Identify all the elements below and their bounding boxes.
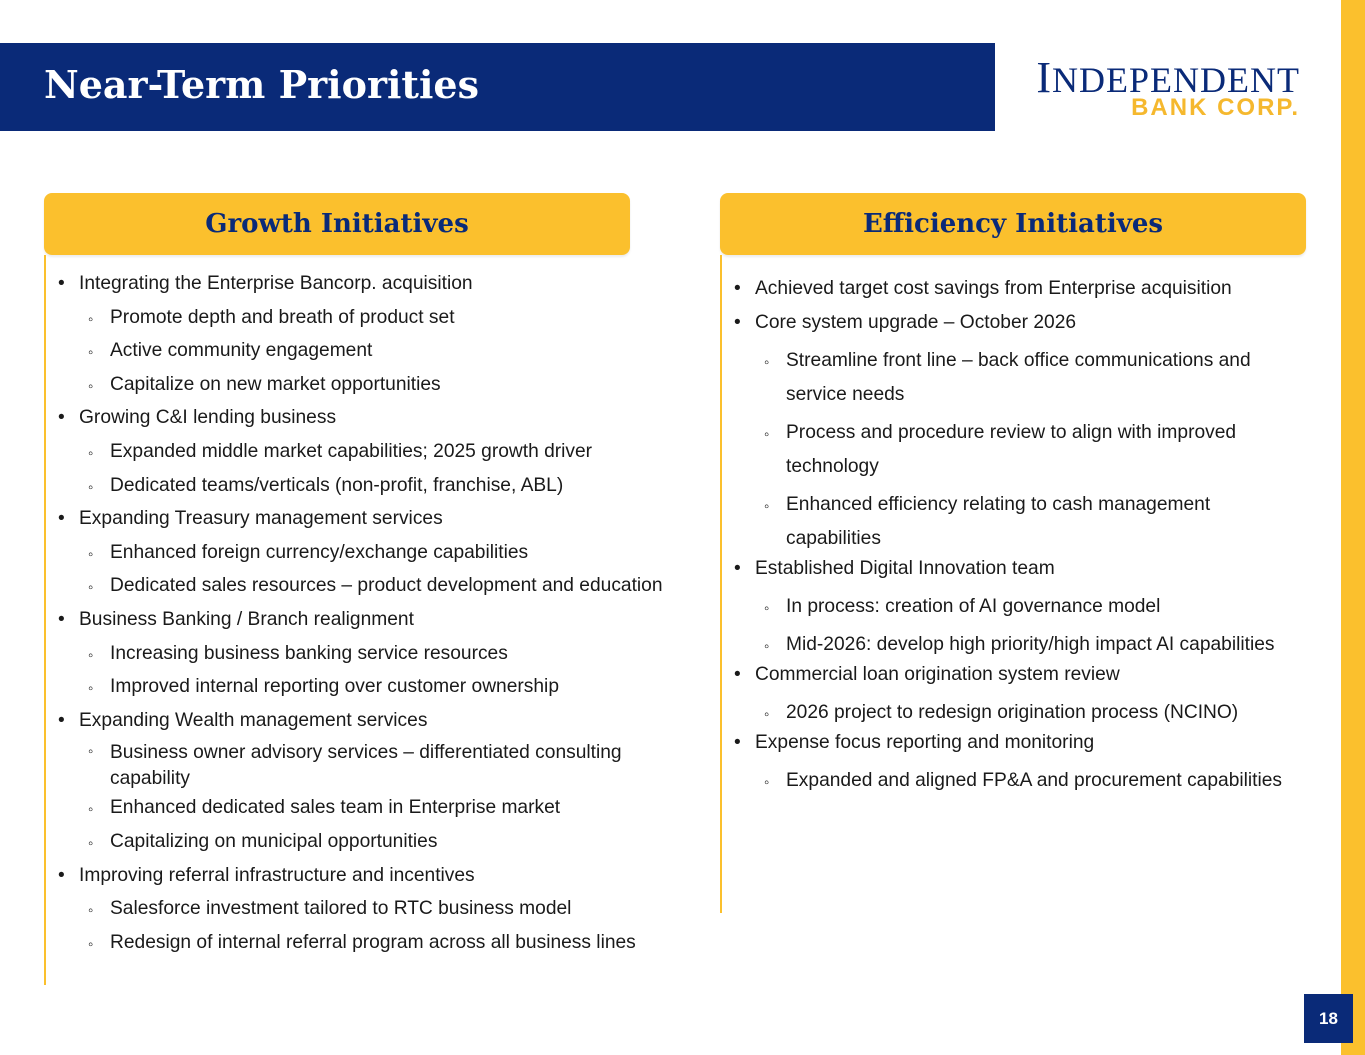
sub-bullet-icon: ◦	[764, 354, 770, 371]
sub-bullet-icon: ◦	[764, 426, 770, 443]
list-item-text: Integrating the Enterprise Bancorp. acquisition	[79, 273, 473, 294]
sub-bullet-icon: ◦	[88, 902, 94, 920]
sub-bullet-icon: ◦	[88, 310, 94, 328]
efficiency-header	[720, 193, 1306, 255]
list-item	[44, 704, 724, 738]
list-item	[44, 334, 724, 368]
list-item-text: Achieved target cost savings from Enterprise acquisition	[755, 278, 1232, 299]
list-item-text: Expense focus reporting and monitoring	[755, 732, 1095, 753]
sub-bullet-icon: ◦	[88, 646, 94, 664]
list-item	[44, 536, 724, 570]
list-item-text: Redesign of internal referral program across all business lines	[110, 931, 636, 953]
growth-list	[44, 267, 724, 959]
list-item	[720, 416, 1305, 484]
efficiency-list	[720, 272, 1305, 798]
sub-bullet-icon: ◦	[88, 935, 94, 953]
sub-bullet-icon: ◦	[88, 801, 94, 819]
sub-bullet-icon: ◦	[764, 600, 770, 617]
list-item-text: Enhanced dedicated sales team in Enterprise market	[110, 797, 561, 819]
sub-bullet-icon: ◦	[764, 498, 770, 515]
list-item	[720, 590, 1305, 624]
list-item-text: Salesforce investment tailored to RTC business model	[110, 898, 572, 920]
list-item-text: Increasing business banking service resources	[110, 642, 508, 664]
list-item	[720, 726, 1305, 760]
bullet-icon: •	[58, 508, 65, 530]
list-item-text: Active community engagement	[110, 340, 373, 362]
bullet-icon: •	[58, 864, 65, 886]
list-item	[720, 552, 1305, 586]
bullet-icon: •	[734, 664, 741, 685]
bullet-icon: •	[734, 558, 741, 579]
list-item	[720, 628, 1305, 662]
list-item	[44, 926, 724, 960]
bullet-icon: •	[58, 407, 65, 429]
sub-bullet-icon: ◦	[88, 680, 94, 698]
list-item	[44, 301, 724, 335]
bullet-icon: •	[58, 608, 65, 630]
sub-bullet-icon: ◦	[764, 774, 770, 791]
sub-bullet-icon: ◦	[764, 706, 770, 723]
right-accent-stripe	[1341, 0, 1365, 1055]
list-item-text: Business Banking / Branch realignment	[79, 608, 414, 630]
list-item-text: Core system upgrade – October 2026	[755, 312, 1077, 333]
list-item-text: Expanded middle market capabilities; 2025 growth driver	[110, 440, 593, 462]
sub-bullet-icon: ◦	[88, 344, 94, 362]
page-title: Near-Term Priorities	[44, 62, 479, 107]
list-item	[44, 435, 724, 469]
list-item-text: Growing C&I lending business	[79, 407, 337, 429]
list-item	[44, 637, 724, 671]
list-item	[720, 344, 1305, 412]
list-item-text: Enhanced foreign currency/exchange capabilities	[110, 541, 529, 563]
list-item	[44, 892, 724, 926]
list-item-text: Promote depth and breath of product set	[110, 306, 455, 328]
list-item-text: Process and procedure review to align with improved technology	[786, 422, 1237, 477]
list-item-text: Improving referral infrastructure and incentives	[79, 864, 475, 886]
logo-wordmark: INDEPENDENT	[1036, 53, 1300, 102]
list-item-text: Expanding Treasury management services	[79, 508, 443, 530]
bullet-icon: •	[734, 732, 741, 753]
company-logo	[1030, 52, 1300, 122]
list-item	[44, 825, 724, 859]
sub-bullet-icon: ◦	[88, 377, 94, 395]
list-item	[44, 603, 724, 637]
list-item-text: In process: creation of AI governance model	[786, 596, 1161, 617]
list-item-text: 2026 project to redesign origination process (NCINO)	[786, 702, 1239, 723]
list-item	[44, 791, 724, 825]
growth-heading: Growth Initiatives	[205, 209, 469, 239]
list-item-text: Expanded and aligned FP&A and procurement capabilities	[786, 770, 1283, 791]
sub-bullet-icon: ◦	[88, 545, 94, 563]
page-number: 18	[1304, 994, 1353, 1043]
list-item	[44, 401, 724, 435]
title-bar	[0, 43, 995, 131]
list-item-text: Established Digital Innovation team	[755, 558, 1055, 579]
list-item	[44, 267, 724, 301]
logo-subtitle: BANK CORP.	[1131, 94, 1300, 121]
list-item	[720, 764, 1305, 798]
list-item-text: Expanding Wealth management services	[79, 709, 428, 731]
list-item-text: Business owner advisory services – differentiated consulting capability	[110, 742, 622, 790]
list-item-text: Capitalize on new market opportunities	[110, 373, 441, 395]
list-item-text: Streamline front line – back office communications and service needs	[786, 350, 1251, 405]
list-item	[720, 658, 1305, 692]
list-item	[44, 502, 724, 536]
list-item-text: Commercial loan origination system review	[755, 664, 1120, 685]
list-item	[44, 368, 724, 402]
bullet-icon: •	[58, 273, 65, 294]
list-item	[44, 859, 724, 893]
bullet-icon: •	[734, 312, 741, 333]
list-item	[44, 569, 724, 603]
sub-bullet-icon: ◦	[88, 743, 94, 761]
sub-bullet-icon: ◦	[764, 638, 770, 655]
list-item	[44, 469, 724, 503]
list-item-text: Improved internal reporting over customer ownership	[110, 676, 559, 698]
growth-header	[44, 193, 630, 255]
list-item-text: Dedicated teams/verticals (non-profit, franchise, ABL)	[110, 474, 564, 496]
efficiency-heading: Efficiency Initiatives	[862, 209, 1164, 239]
sub-bullet-icon: ◦	[88, 834, 94, 852]
sub-bullet-icon: ◦	[88, 579, 94, 597]
list-item-text: Enhanced efficiency relating to cash management capabilities	[786, 494, 1211, 549]
list-item	[44, 670, 724, 704]
list-item-text: Mid-2026: develop high priority/high impact AI capabilities	[786, 634, 1275, 655]
list-item-text: Dedicated sales resources – product development and education	[110, 575, 663, 597]
list-item	[720, 272, 1305, 306]
bullet-icon: •	[58, 709, 65, 731]
list-item	[44, 737, 724, 791]
sub-bullet-icon: ◦	[88, 478, 94, 496]
sub-bullet-icon: ◦	[88, 444, 94, 462]
list-item	[720, 488, 1305, 556]
list-item	[720, 696, 1305, 730]
bullet-icon: •	[734, 278, 741, 299]
list-item-text: Capitalizing on municipal opportunities	[110, 830, 438, 852]
list-item	[720, 306, 1305, 340]
